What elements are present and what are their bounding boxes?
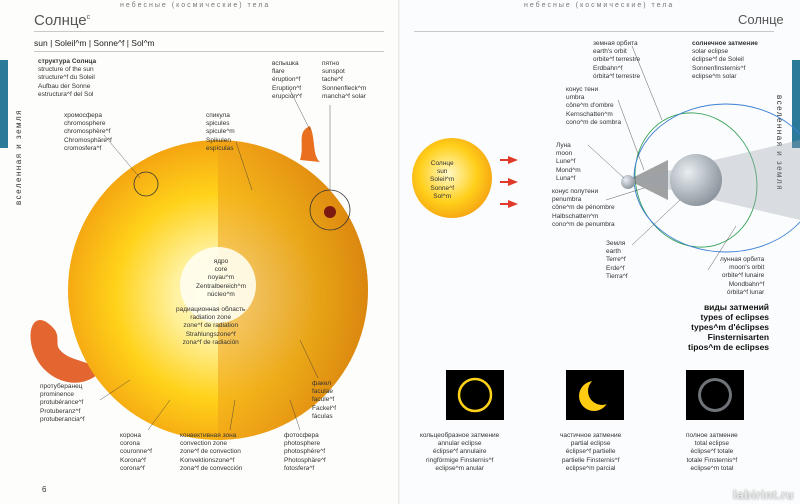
label-eclipse-types: виды затмений types of eclipses types^m d'éclipses Finsternisarten tipos^m de eclipses (688, 302, 770, 352)
sun-ray-arrows (500, 156, 518, 208)
label-chromosphere: хромосфера chromosphere chromosphère^f Chromosphäre^f cromosfera^f (64, 112, 112, 152)
label-earth: Земля earth Terre^f Erde^f Tierra^f (606, 240, 628, 280)
label-solar-eclipse: солнечное затмение solar eclipse éclipse^f de Soleil Sonnenfinsternis^f eclipse^m solar (692, 40, 758, 80)
running-head-right: небесные (космические) тела (524, 2, 675, 9)
caption-partial: частичное затмение partial eclipse éclipse^f partielle partielle Finsternis^f eclipse^m parcial (560, 432, 622, 472)
label-flare: вспышка flare éruption^f Eruption^f erupción^f (272, 60, 302, 100)
annular-eclipse-icon (446, 370, 504, 420)
partial-eclipse-icon (566, 370, 624, 420)
multilingual-subtitle: sun | Soleil^m | Sonne^f | Sol^m (34, 38, 155, 48)
label-spicules: спикула spicules spicule^m Spikulen espículas (206, 112, 235, 152)
leader-umbra (618, 100, 644, 170)
photo-annular-eclipse (446, 370, 504, 420)
watermark: labirint.ru (733, 488, 794, 502)
label-core: ядро core noyau^m Zentralbereich^m núcleo^m (196, 258, 247, 298)
page-number: 6 (42, 485, 47, 494)
side-tab-left: вселенная и земля (14, 108, 23, 205)
photo-partial-eclipse (566, 370, 624, 420)
total-eclipse-icon (686, 370, 744, 420)
page-title-text: Солнце (34, 12, 87, 29)
sun-center-label: Солнце sun Soleil^m Sonne^f Sol^m (430, 160, 455, 200)
running-head-left: небесные (космические) тела (120, 2, 271, 9)
label-convection-zone: конвективная зона convection zone zone^f de convection Konvektionszone^f zona^f de convección (180, 432, 243, 472)
label-radiation-zone: радиационная область radiation zone zone^f de radiation Strahlungszone^f zona^f de radiación (176, 306, 246, 346)
label-faculae: факел faculae facule^f Fackel^f fáculas (312, 380, 337, 420)
label-structure: структура Солнца structure of the sun structure^f du Soleil Aufbau der Sonne estructura^f del Sol (38, 58, 97, 98)
caption-annular: кольцеобразное затмение annular eclipse éclipse^f annulaire ringförmige Finsternis^f eclipse^m anular (420, 432, 500, 472)
label-photosphere: фотосфера photosphere photosphère^f Photosphäre^f fotosfera^f (284, 432, 326, 472)
label-sunspot: пятно sunspot tache^f Sonnenfleck^m mancha^f solar (322, 60, 367, 100)
label-earth-orbit: земная орбита earth's orbit orbite^f terrestre Erdbahn^f órbita^f terrestre (593, 40, 641, 80)
label-penumbra: конус полутени penumbra cône^m de pénombre Halbschatten^m cono^m de penumbra (552, 188, 615, 228)
label-prominence: протуберанец prominence protubérance^f Protuberanz^f protuberancia^f (40, 383, 85, 423)
label-moon-orbit: лунная орбита moon's orbit orbite^f lunaire Mondbahn^f órbita^f lunar (720, 256, 765, 296)
flare-shape (300, 126, 320, 162)
earth-body (670, 154, 722, 206)
label-moon: Луна moon Lune^f Mond^m Luna^f (556, 142, 581, 182)
caption-total: полное затмение total eclipse éclipse^f totale totale Finsternis^f eclipse^m total (686, 432, 738, 472)
page-title-right: Солнце (738, 12, 784, 27)
label-umbra: конус тени umbra cône^m d'ombre Kernschatten^m cono^m de sombra (566, 86, 622, 126)
leader-moon (588, 145, 624, 178)
page-title-sup: с (86, 14, 91, 21)
label-corona: корона corona couronne^f Korona^f corona^f (120, 432, 152, 472)
right-page (400, 0, 800, 504)
sunspot-dark (324, 206, 336, 218)
photo-total-eclipse (686, 370, 744, 420)
side-tab-right: вселенная и земля (775, 95, 784, 192)
